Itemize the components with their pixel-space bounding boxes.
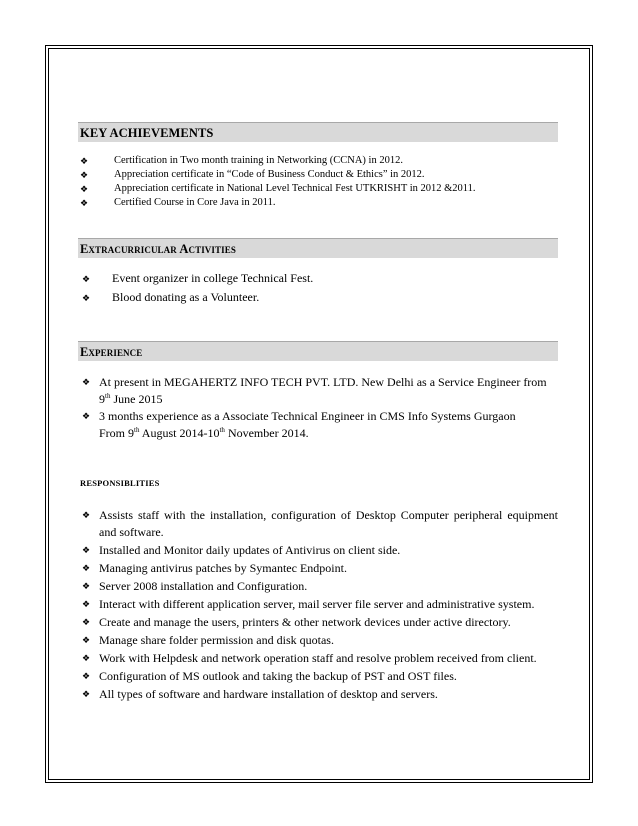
- list-item: ❖ All types of software and hardware installation of desktop and servers.: [82, 687, 438, 701]
- section-header-extracurricular: [78, 238, 558, 258]
- section-header-key-achievements: [78, 122, 558, 142]
- diamond-bullet-icon: ❖: [82, 545, 91, 555]
- diamond-bullet-icon: ❖: [82, 274, 91, 284]
- list-item: ❖ Assists staff with the installation, configuration of Desktop Computer peripheral equipment and software.: [82, 508, 558, 539]
- list-item: ❖ Server 2008 installation and Configuration.: [82, 579, 308, 593]
- extracurricular-list: [80, 269, 313, 307]
- list-item: ❖ Managing antivirus patches by Symantec Endpoint.: [82, 561, 347, 575]
- achievements-list: [80, 154, 476, 210]
- diamond-bullet-icon: ❖: [82, 563, 91, 573]
- section-title: Experience: [80, 345, 143, 359]
- list-item: ❖ Manage share folder permission and disk quotas.: [82, 633, 334, 647]
- list-item: ❖ Certification in Two month training in Networking (CCNA) in 2012.: [80, 155, 403, 166]
- responsibilities-heading: RESPONSIBLITIES: [80, 478, 160, 488]
- diamond-bullet-icon: ❖: [82, 411, 91, 421]
- diamond-bullet-icon: ❖: [82, 377, 91, 387]
- diamond-bullet-icon: ❖: [82, 581, 91, 591]
- list-item: ❖ Work with Helpdesk and network operation staff and resolve problem received from client.: [82, 651, 537, 665]
- diamond-bullet-icon: ❖: [82, 671, 91, 681]
- section-title: Extracurricular Activities: [80, 242, 236, 256]
- diamond-bullet-icon: ❖: [82, 689, 91, 699]
- section-header-experience: [78, 341, 558, 361]
- diamond-bullet-icon: ❖: [80, 156, 89, 166]
- diamond-bullet-icon: ❖: [82, 617, 91, 627]
- list-item: ❖ Certified Course in Core Java in 2011.: [80, 197, 276, 208]
- responsibilities-list: [80, 507, 558, 704]
- diamond-bullet-icon: ❖: [80, 184, 89, 194]
- diamond-bullet-icon: ❖: [80, 170, 89, 180]
- experience-list: [80, 374, 558, 442]
- list-item: ❖ Configuration of MS outlook and taking the backup of PST and OST files.: [82, 669, 457, 683]
- diamond-bullet-icon: ❖: [80, 198, 89, 208]
- diamond-bullet-icon: ❖: [82, 293, 91, 303]
- list-item: ❖ Appreciation certificate in “Code of Business Conduct & Ethics” in 2012.: [80, 169, 425, 180]
- list-item: ❖ Event organizer in college Technical Fest.: [80, 269, 313, 288]
- list-item: ❖ Interact with different application server, mail server file server and administrative system.: [82, 597, 535, 611]
- list-item: ❖ Appreciation certificate in National Level Technical Fest UTKRISHT in 2012 &2011.: [80, 183, 476, 194]
- list-item: ❖ 3 months experience as a Associate Technical Engineer in CMS Info Systems Gurgaon From 9th August 2014-10th November 2014.: [82, 409, 516, 440]
- diamond-bullet-icon: ❖: [82, 635, 91, 645]
- diamond-bullet-icon: ❖: [82, 599, 91, 609]
- section-title: KEY ACHIEVEMENTS: [80, 126, 214, 140]
- list-item: ❖ Blood donating as a Volunteer.: [80, 288, 313, 307]
- list-item: ❖ At present in MEGAHERTZ INFO TECH PVT. LTD. New Delhi as a Service Engineer from 9th June 2015: [82, 375, 547, 406]
- list-item: ❖ Create and manage the users, printers & other network devices under active directory.: [82, 615, 511, 629]
- diamond-bullet-icon: ❖: [82, 653, 91, 663]
- list-item: ❖ Installed and Monitor daily updates of Antivirus on client side.: [82, 543, 401, 557]
- diamond-bullet-icon: ❖: [82, 510, 91, 520]
